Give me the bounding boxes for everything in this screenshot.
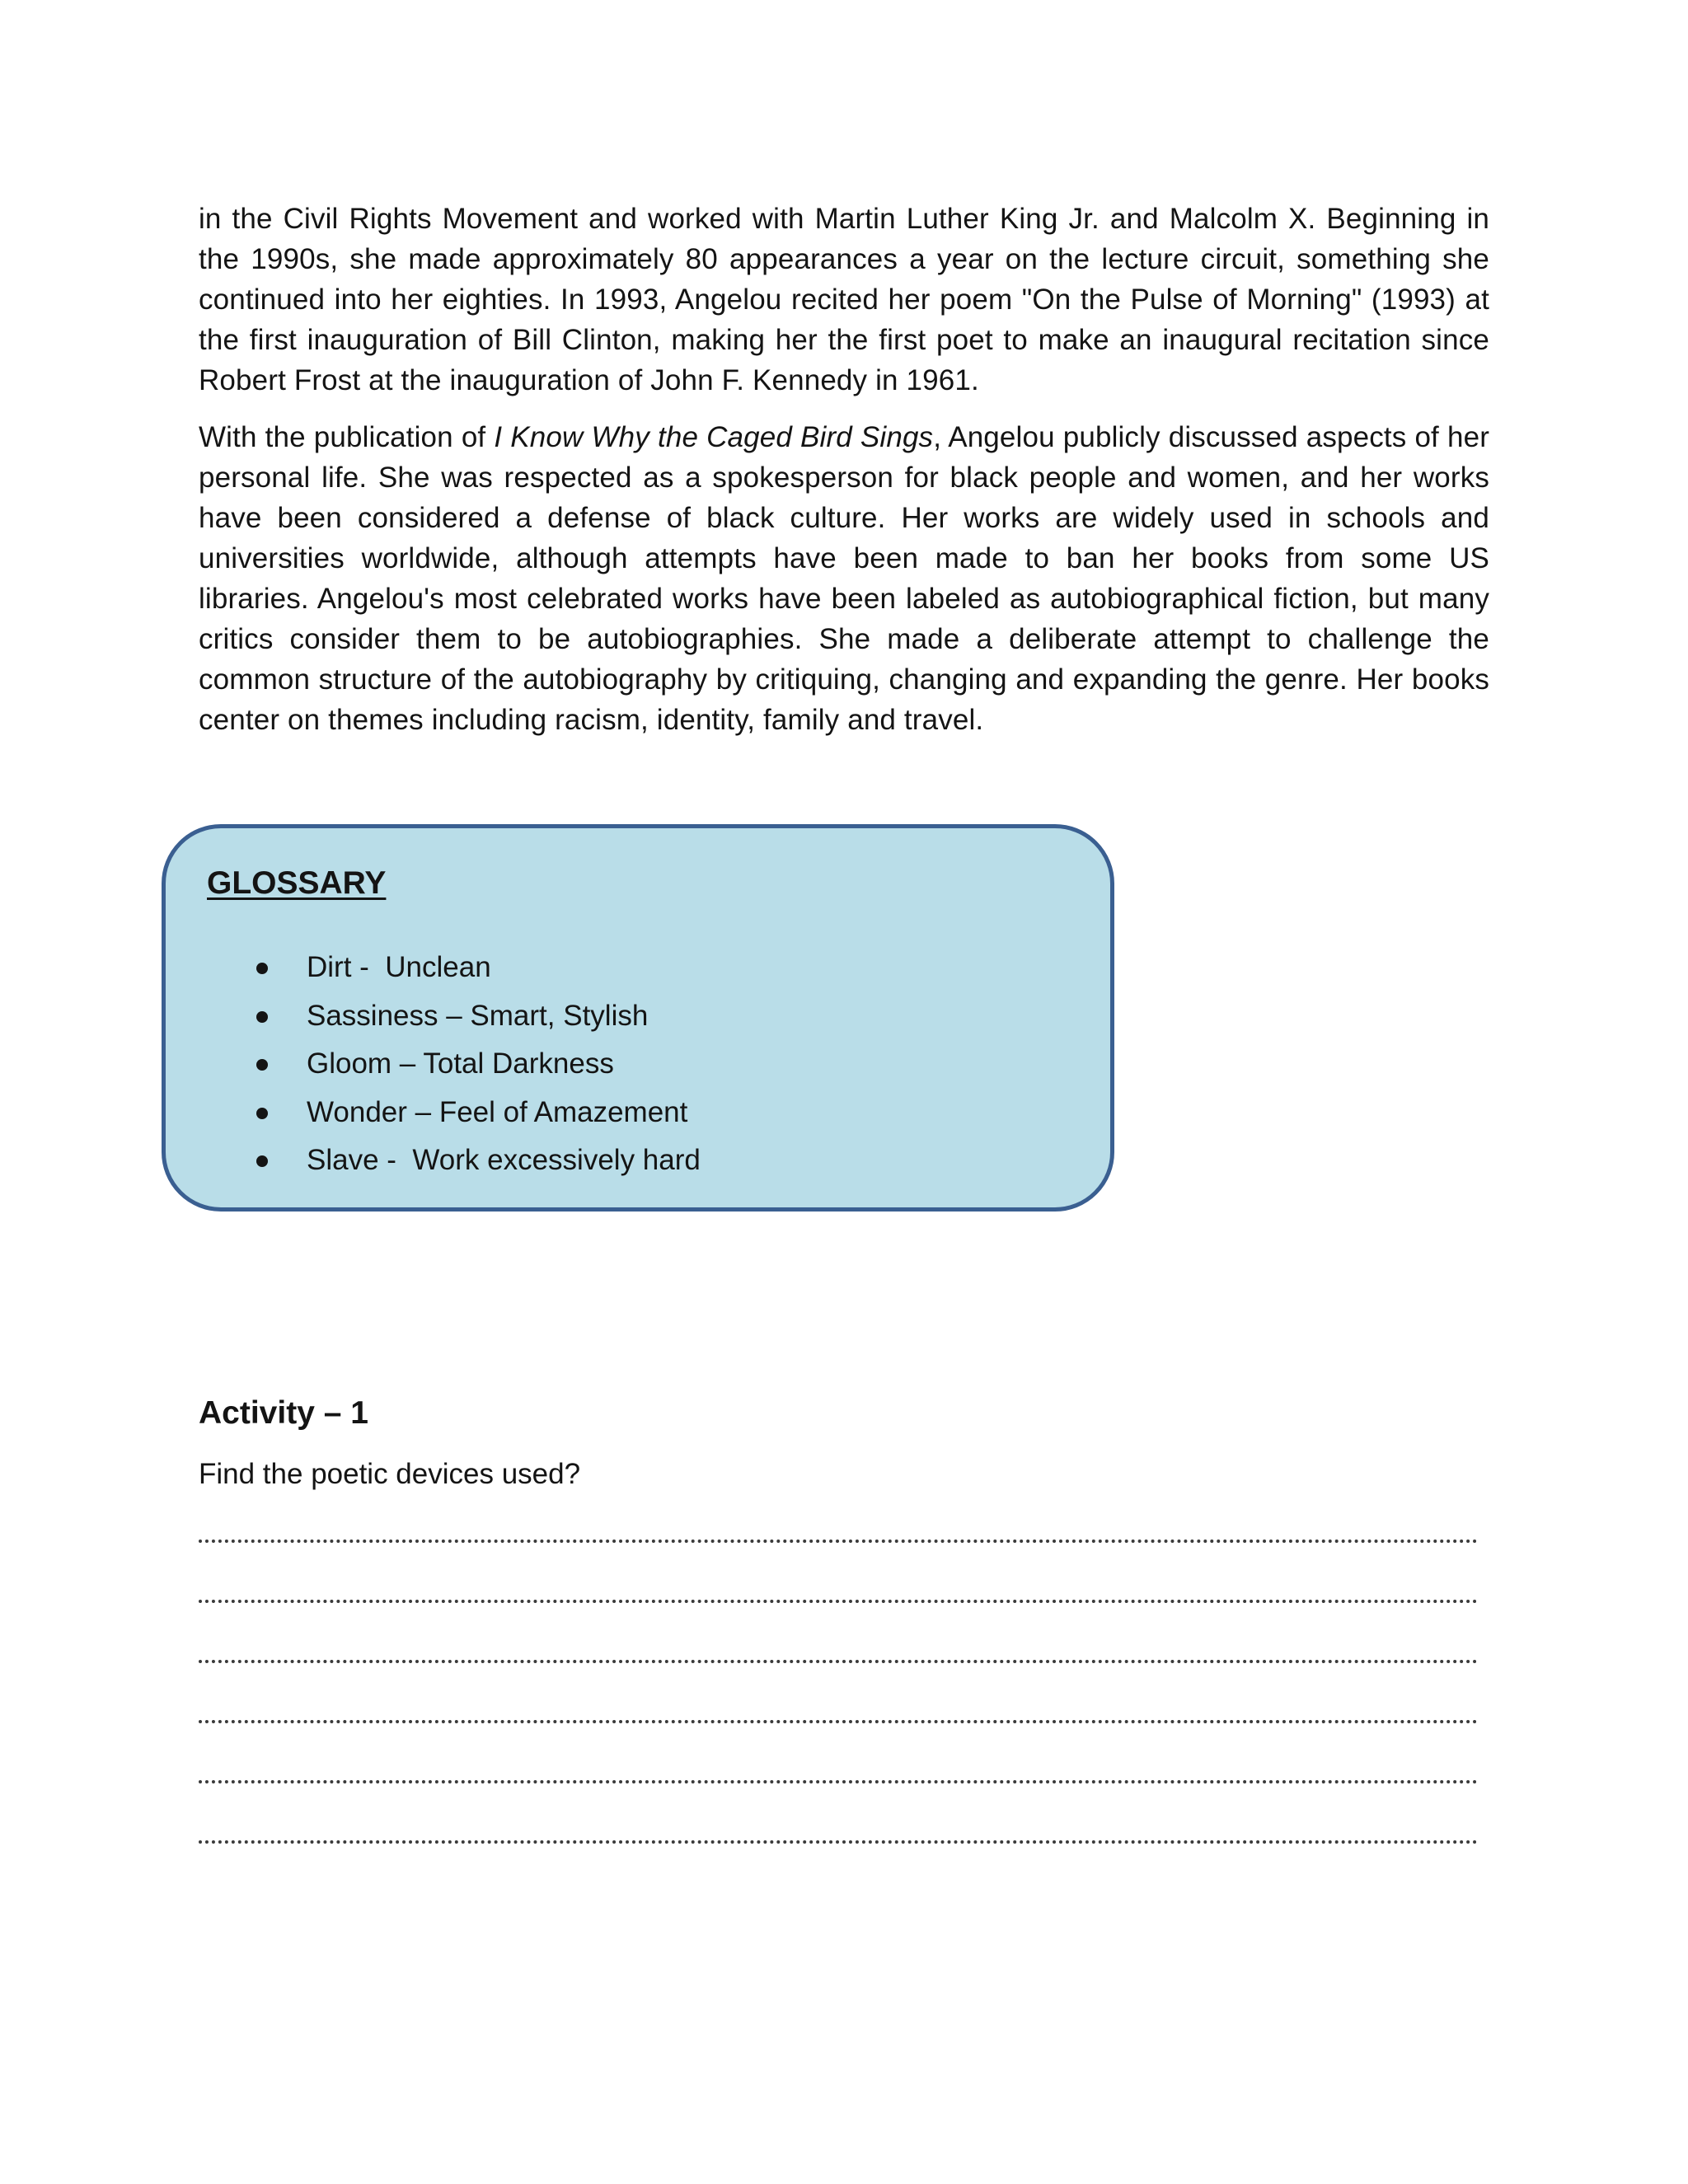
glossary-item: [166, 944, 491, 992]
answer-line[interactable]: [199, 1600, 1478, 1603]
answer-line[interactable]: [199, 1720, 1478, 1723]
answer-line[interactable]: [199, 1660, 1478, 1663]
activity-question: Find the poetic devices used?: [199, 1458, 581, 1490]
biography-paragraph-2: [199, 417, 1489, 740]
glossary-title: GLOSSARY: [207, 865, 387, 901]
book-title: I Know Why the Caged Bird Sings: [494, 421, 934, 453]
biography-paragraph-1: in the Civil Rights Movement and worked with Martin Luther King Jr. and Malcolm X. Beginning in the 1990s, she made approximately 80 appearances a year on the lecture circuit, something she continued into her eighties. In 1993, Angelou recited her poem "On the Pulse of Morning" (1993) at the first inauguration of Bill Clinton, making her the first poet to make an inaugural recitation since Robert Frost at the inauguration of John F. Kennedy in 1961.: [199, 203, 1489, 396]
glossary-item-text: Slave - Work excessively hard: [307, 1144, 701, 1176]
glossary-item-text: Gloom – Total Darkness: [307, 1047, 614, 1080]
bullet-icon: [256, 1011, 268, 1023]
glossary-item-text: Wonder – Feel of Amazement: [307, 1095, 688, 1128]
glossary-item: [166, 1040, 614, 1089]
paragraph-2-intro: With the publication of: [199, 421, 495, 453]
glossary-item: [166, 1089, 688, 1137]
bullet-icon: [256, 1059, 268, 1071]
paragraph-2-body: , Angelou publicly discussed aspects of her personal life. She was respected as a spokesperson for black people and women, and her works have been considered a defense of black culture. Her works are widely used in schools and universities worldwide, although attempts have been made to ban her books from some US libraries. Angelou's most celebrated works have been labeled as autobiographical fiction, but many critics consider them to be autobiographies. She made a deliberate attempt to challenge the common structure of the autobiography by critiquing, changing and expanding the genre. Her books center on themes including racism, identity, family and travel.: [199, 421, 1490, 736]
glossary-item-text: Dirt - Unclean: [307, 951, 491, 983]
answer-line[interactable]: [199, 1540, 1478, 1543]
activity-title: Activity – 1: [199, 1395, 368, 1431]
answer-line[interactable]: [199, 1840, 1478, 1844]
bullet-icon: [256, 1108, 268, 1119]
bullet-icon: [256, 963, 268, 974]
glossary-item: [166, 992, 649, 1041]
bullet-icon: [256, 1155, 268, 1167]
glossary-item: [166, 1137, 701, 1185]
glossary-box: [162, 824, 1114, 1212]
answer-line[interactable]: [199, 1780, 1478, 1783]
glossary-list: [166, 944, 701, 1185]
glossary-item-text: Sassiness – Smart, Stylish: [307, 999, 649, 1032]
